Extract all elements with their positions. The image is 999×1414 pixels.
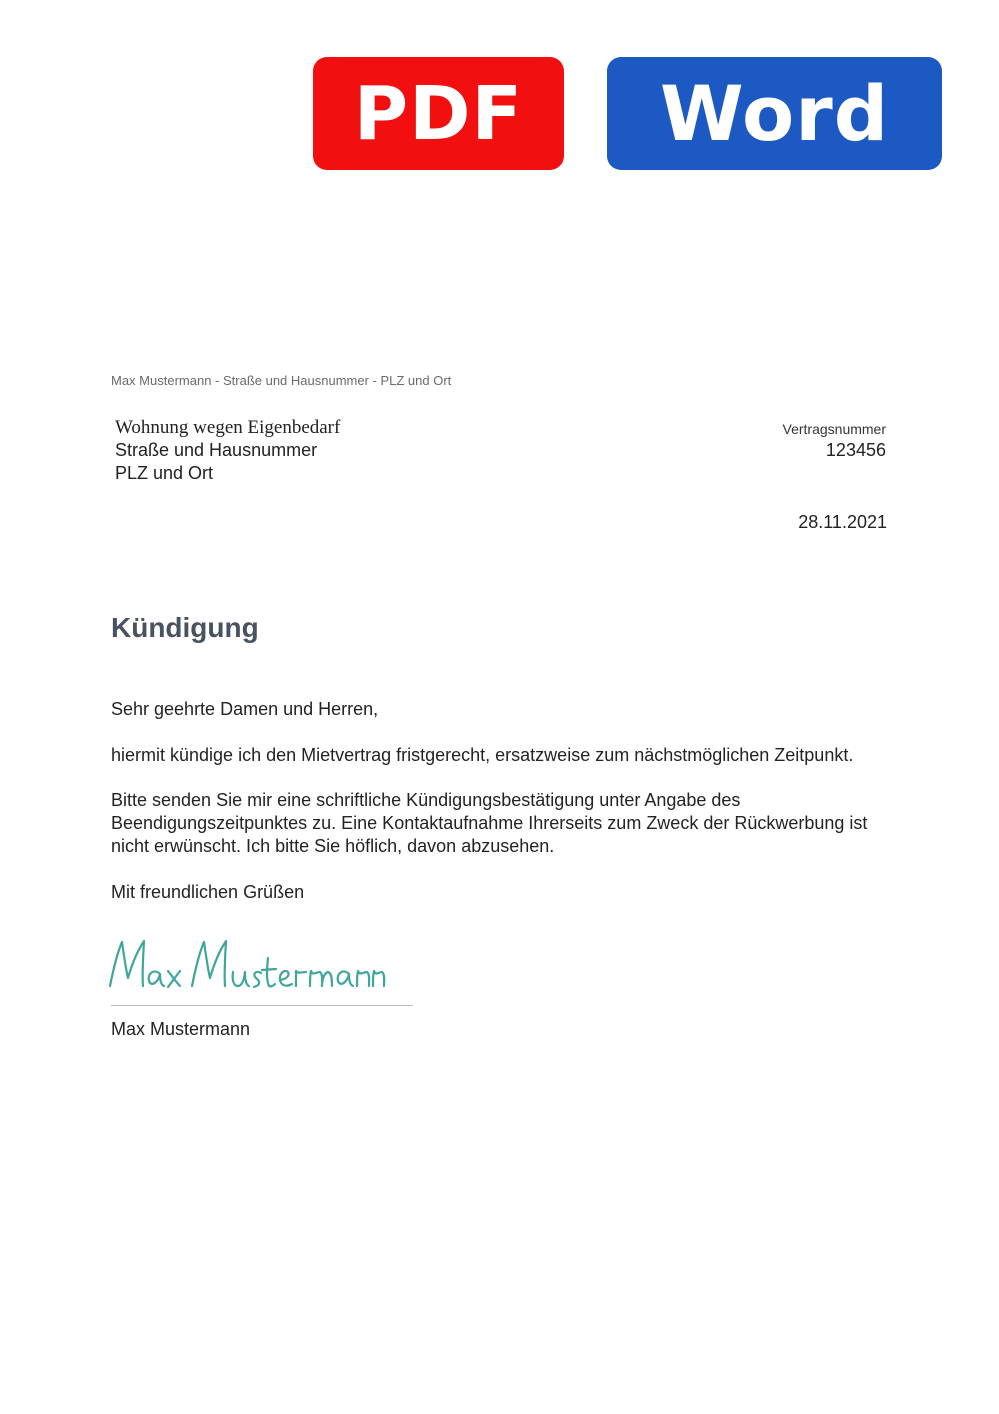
word-download-button[interactable]: Word bbox=[607, 57, 942, 170]
recipient-address bbox=[115, 416, 340, 485]
contract-number-label: Vertragsnummer bbox=[782, 421, 886, 437]
handwritten-signature bbox=[106, 936, 386, 996]
pdf-download-button[interactable]: PDF bbox=[313, 57, 564, 170]
letter-date: 28.11.2021 bbox=[798, 512, 887, 532]
closing: Mit freundlichen Grüßen bbox=[111, 882, 305, 902]
signature-line bbox=[111, 1005, 413, 1006]
signer-name: Max Mustermann bbox=[111, 1019, 251, 1039]
body-paragraph-2: Bitte senden Sie mir eine schriftliche Kündigungsbestätigung unter Angabe des Beendigungszeitpunktes zu. Eine Kontaktaufnahme Ihrerseits zum Zweck der Rückwerbung ist nicht erwünscht. Ich bitte Sie höflich, davon abzusehen. bbox=[111, 790, 868, 856]
recipient-name: Wohnung wegen Eigenbedarf bbox=[115, 417, 341, 438]
contract-number: 123456 bbox=[825, 440, 886, 460]
salutation: Sehr geehrte Damen und Herren, bbox=[111, 699, 379, 719]
recipient-city: PLZ und Ort bbox=[115, 463, 214, 483]
letter-subject: Kündigung bbox=[111, 612, 259, 643]
contract-info bbox=[783, 420, 886, 462]
sender-return-address: Max Mustermann - Straße und Hausnummer - PLZ und Ort bbox=[111, 373, 452, 388]
body-paragraph-1: hiermit kündige ich den Mietvertrag fristgerecht, ersatzweise zum nächstmöglichen Zeitpunkt. bbox=[111, 745, 854, 765]
recipient-street: Straße und Hausnummer bbox=[115, 440, 318, 460]
